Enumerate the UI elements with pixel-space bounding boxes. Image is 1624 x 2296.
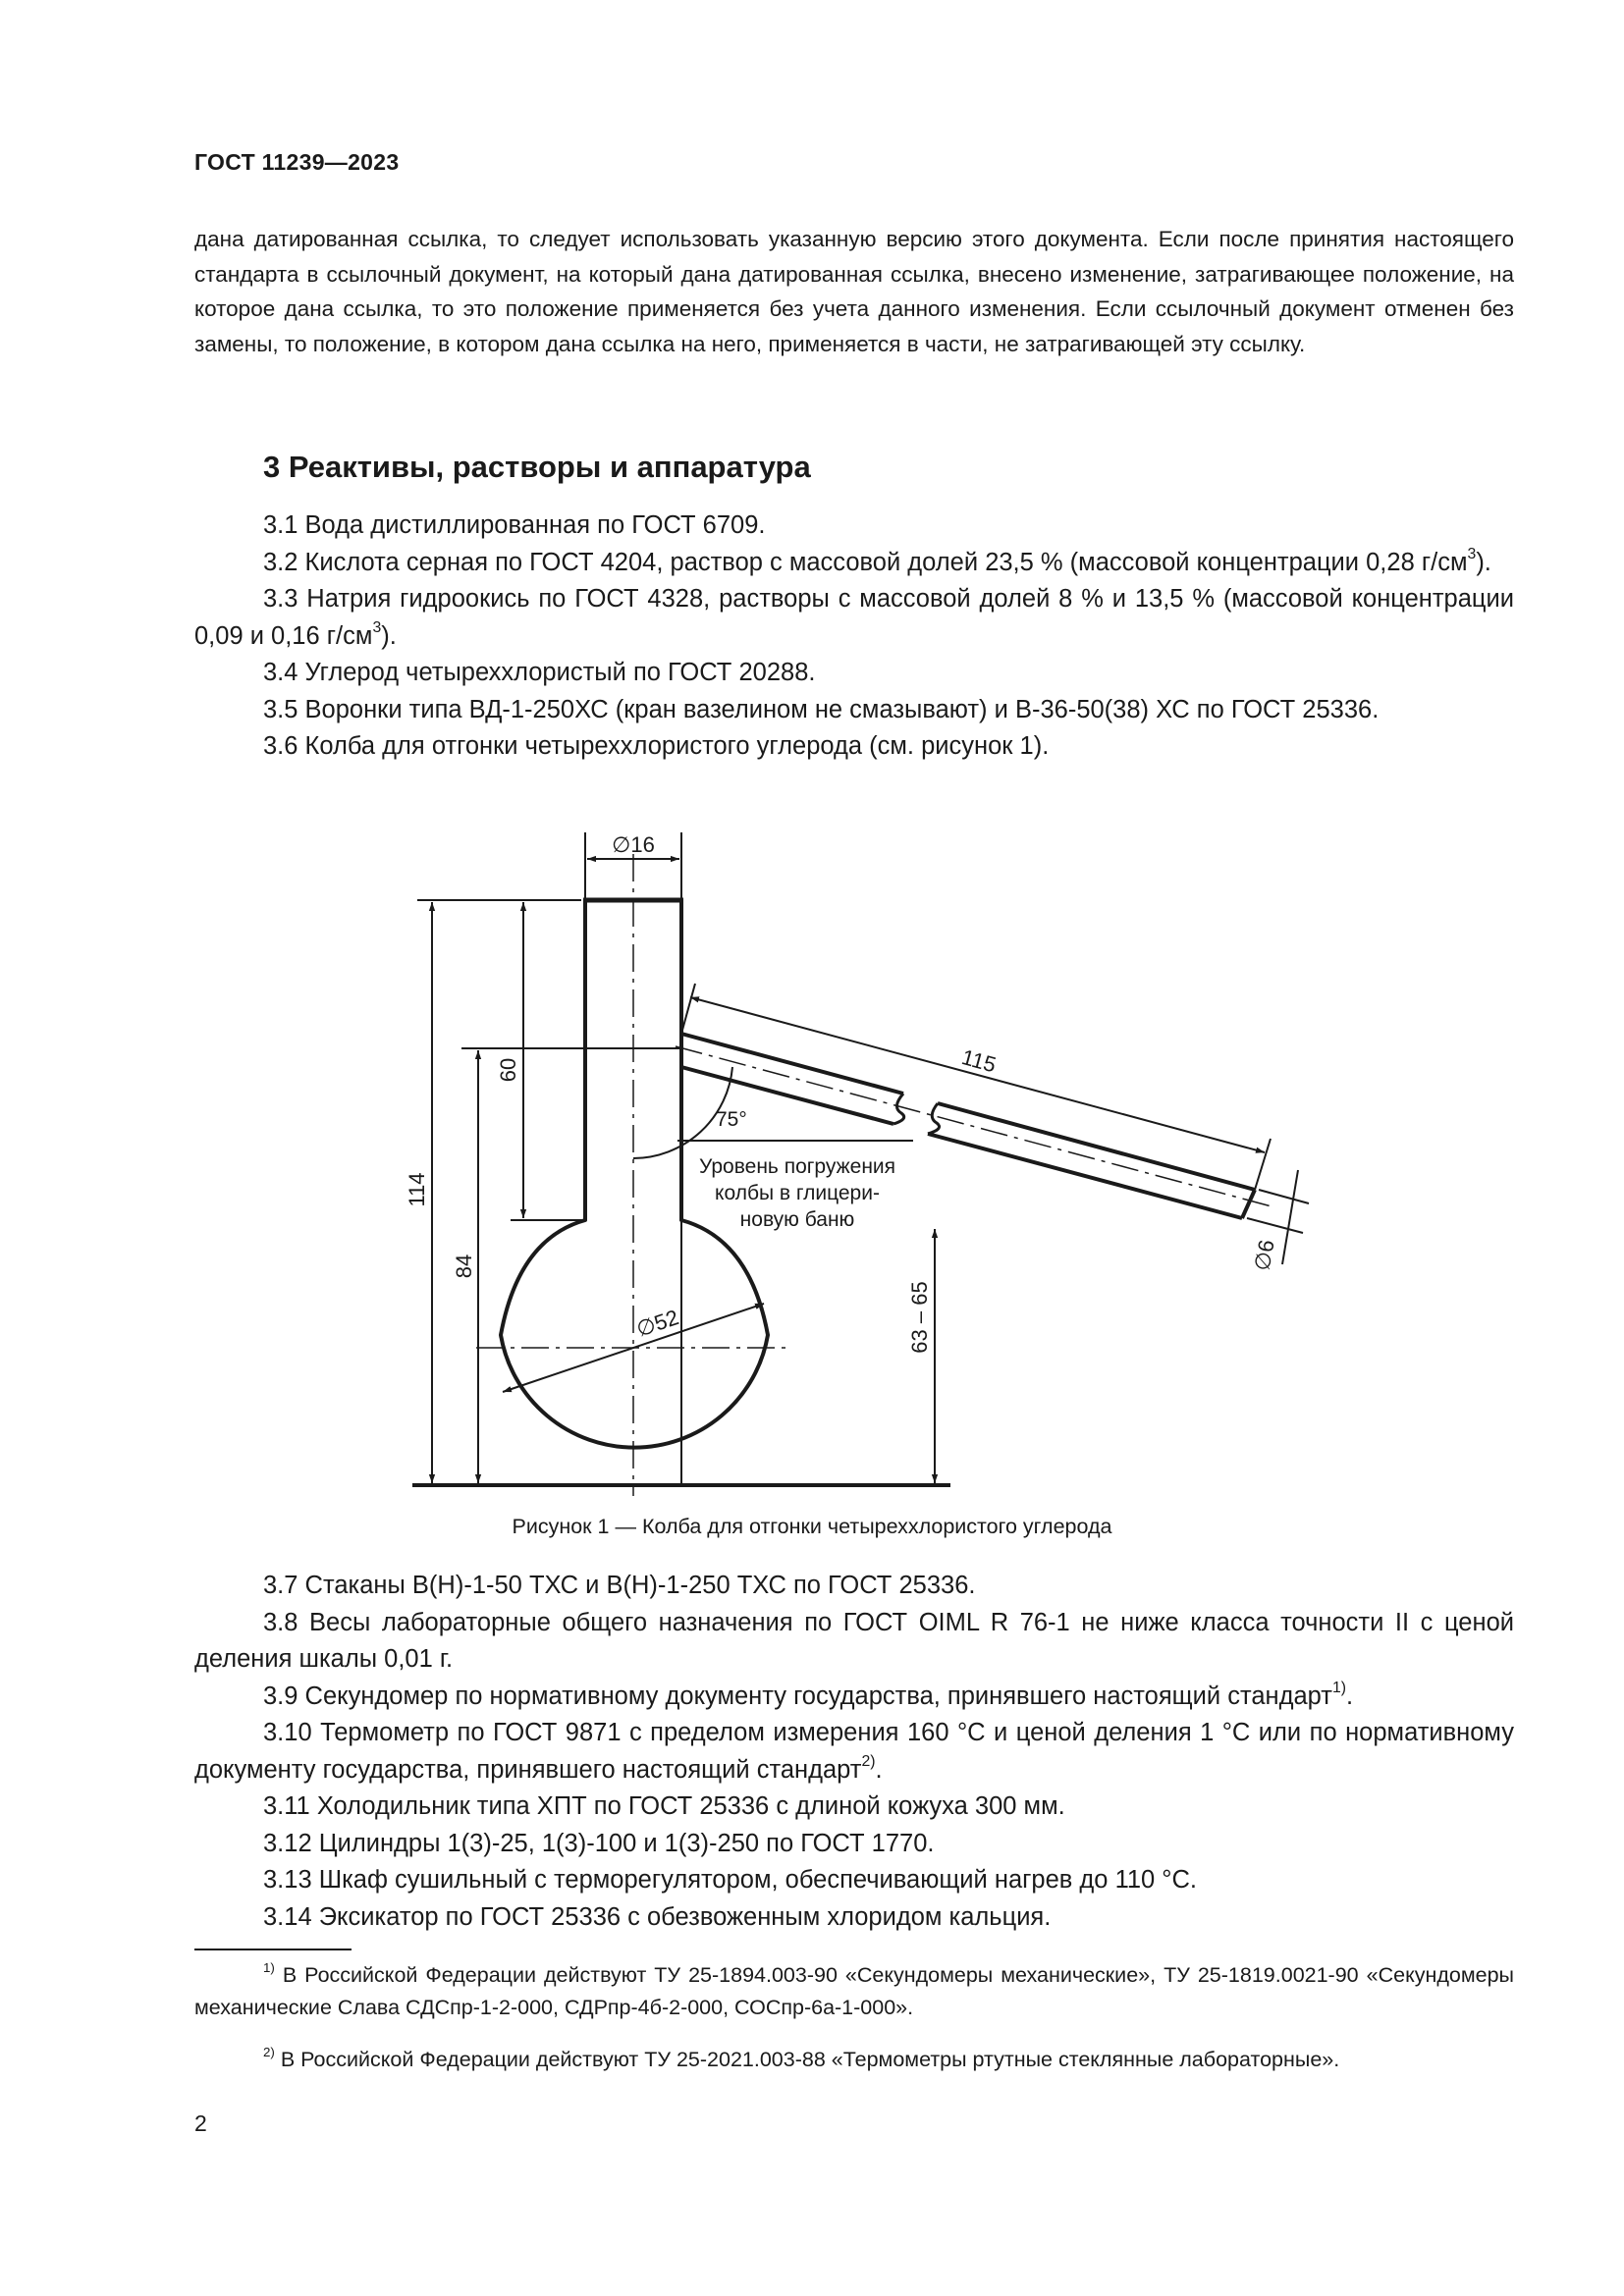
item-3-7: 3.7 Стаканы В(Н)-1-50 ТХС и В(Н)-1-250 ТХС по ГОСТ 25336.: [263, 1572, 976, 1599]
footnote-1-mark: 1): [263, 1960, 275, 1976]
item-3-4: 3.4 Углерод четыреххлористый по ГОСТ 20288.: [263, 659, 816, 686]
footnote-1-text: В Российской Федерации действуют ТУ 25-1894.003-90 «Секундомеры механические», ТУ 25-1819.0021-90 «Секундомеры механические Слава СДСпр-1-2-000, СДРпр-4б-2-000, СОСпр-6а-1-000».: [194, 1963, 1514, 2019]
break-mark-b: [928, 1103, 940, 1134]
item-3-12: 3.12 Цилиндры 1(3)-25, 1(3)-100 и 1(3)-250 по ГОСТ 1770.: [263, 1829, 935, 1857]
figure-caption: Рисунок 1 — Колба для отгонки четыреххлористого углерода: [512, 1515, 1112, 1538]
break-mark-a: [893, 1094, 904, 1124]
dim-6-ext-b: [1247, 1218, 1303, 1233]
dim-tube-diameter-label: ∅6: [1249, 1238, 1279, 1273]
immersion-label-line-2: колбы в глицери-: [715, 1182, 880, 1204]
item-3-14: 3.14 Эксикатор по ГОСТ 25336 с обезвоженным хлоридом кальция.: [263, 1902, 1052, 1931]
item-3-6: 3.6 Колба для отгонки четыреххлористого углерода (см. рисунок 1).: [263, 732, 1050, 760]
dim-115-ext-a: [681, 984, 695, 1034]
item-3-8: 3.8 Весы лабораторные общего назначения по ГОСТ OIML R 76-1 не ниже класса точности II с ценой деления шкалы 0,01 г.: [194, 1608, 1514, 1673]
footnote-2: [194, 2044, 1514, 2076]
immersion-label-line-3: новую баню: [739, 1208, 855, 1231]
dim-angle-label: 75°: [716, 1108, 747, 1131]
dim-115-line: [690, 997, 1265, 1152]
dim-6-line: [1282, 1170, 1298, 1264]
items-list-bottom: [194, 1568, 1514, 1936]
item-3-1: 3.1 Вода дистиллированная по ГОСТ 6709.: [263, 511, 766, 539]
immersion-label-line-1: Уровень погружения: [698, 1155, 896, 1178]
item-3-13: 3.13 Шкаф сушильный с терморегулятором, обеспечивающий нагрев до 110 °С.: [263, 1866, 1198, 1894]
footnote-separator: [194, 1949, 352, 1950]
side-tube-end: [1242, 1190, 1255, 1218]
dim-neck-height-label: 60: [496, 1057, 520, 1083]
dim-immersion-label: 63 – 65: [907, 1281, 932, 1354]
side-tube-lower-b: [928, 1134, 1242, 1218]
footnote-2-text: В Российской Федерации действуют ТУ 25-2021.003-88 «Термометры ртутные стеклянные лабораторные».: [274, 2048, 1340, 2071]
item-3-3: 3.3 Натрия гидроокись по ГОСТ 4328, растворы с массовой долей 8 % и 13,5 % (массовой концентрации 0,09 и 0,16 $г/см^3$).: [194, 585, 1514, 650]
footnote-2-mark: 2): [263, 2045, 275, 2060]
item-3-10: 3.10 Термометр по ГОСТ 9871 с пределом измерения 160 °С и ценой деления 1 °С или по нормативному документу государства, принявшего настоящий стандарт$^{2)}$.: [194, 1719, 1514, 1784]
intro-paragraph: дана датированная ссылка, то следует использовать указанную версию этого документа. Если после принятия настоящего стандарта в ссылочный документ, на который дана датированная ссылка, внесено изменение, затрагивающее положение, на которое дана ссылка, то это положение применяется без учета данного изменения. Если ссылочный документ отменен без замены, то положение, в котором дана ссылка на него, применяется в части, не затрагивающей эту ссылку.: [194, 227, 1514, 356]
dim-total-height-label: 114: [405, 1172, 429, 1207]
section-title: 3 Реактивы, растворы и аппаратура: [263, 450, 811, 484]
side-tube-upper-b: [938, 1103, 1255, 1190]
dim-6-ext-a: [1259, 1190, 1309, 1203]
side-tube-lower-a: [681, 1067, 893, 1124]
item-3-5: 3.5 Воронки типа ВД-1-250ХС (кран вазелином не смазывают) и В-36-50(38) ХС по ГОСТ 25336.: [263, 695, 1380, 723]
page-number: 2: [194, 2110, 207, 2136]
dim-bulb-diameter-label: ∅52: [632, 1305, 682, 1342]
figure-flask-drawing: [393, 815, 1316, 1502]
items-list-top: [194, 507, 1514, 766]
dim-neck-diameter-label: ∅16: [612, 832, 655, 857]
side-tube-upper-a: [681, 1034, 903, 1094]
document-header: ГОСТ 11239—2023: [194, 149, 400, 175]
item-3-9: 3.9 Секундомер по нормативному документу государства, принявшего настоящий стандарт$^{1)}$.: [263, 1679, 1354, 1710]
dim-115-ext-b: [1255, 1139, 1271, 1190]
item-3-2: 3.2 Кислота серная по ГОСТ 4204, раствор с массовой долей 23,5 % (массовой концентрации 0,28 $г/см^3$).: [263, 545, 1491, 576]
dim-center-height-label: 84: [452, 1254, 476, 1279]
dim-tube-length-label: 115: [958, 1044, 1000, 1078]
footnote-1: [194, 1959, 1514, 2024]
item-3-11: 3.11 Холодильник типа ХПТ по ГОСТ 25336 с длиной кожуха 300 мм.: [263, 1792, 1065, 1820]
